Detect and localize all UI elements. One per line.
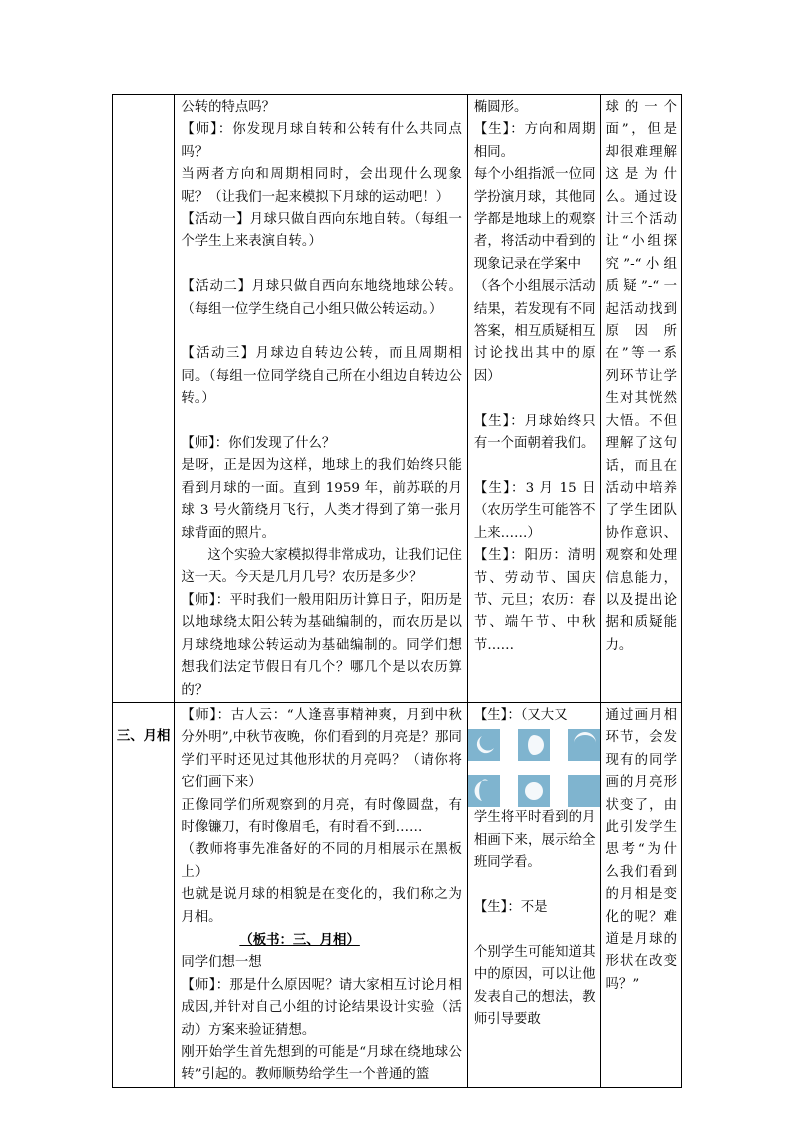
waning-crescent-moon-icon: [568, 729, 600, 761]
new-moon-icon: [568, 775, 600, 807]
text-line: 【生】：阳历：清明节、劳动节、国庆节、元旦；农历：春节、端午节、中秋节……: [473, 548, 596, 653]
text-line: 刚开始学生首先想到的可能是“月球在绕地球公转”引起的。教师顺势给学生一个普通的篮: [181, 1045, 462, 1083]
text-line: 球的一个面”，但是却很难理解这是为什么。通过设计三个活动让“小组探究”-“小组质疑”-“一起活动找到原因所在”等一系列环节让学生对其恍然大悟。不但理解了这句话，而且在活动中培养了学生团队协作意识、观察和处理信息能力，以及提出论据和质疑能力。: [605, 100, 677, 653]
text-line: 公转的特点吗？: [181, 100, 276, 115]
board-note: （板书：三、月相）: [239, 931, 360, 948]
student-activity-cell: [467, 702, 600, 1087]
text-line: 通过画月相环节，会发现有的同学画的月亮形状变了，由此引发学生思考“为什么我们看到的月相是变化的呢？难道是月球的形状在改变吗？”: [605, 707, 677, 992]
text-line: 【师】：你发现月球自转和公转有什么共同点吗？: [181, 122, 462, 160]
text-line: 【师】：古人云：“人逢喜事精神爽，月到中秋分外明”,中秋节夜晚，你们看到的月亮是？那同学们平时还见过其他形状的月亮吗？（请你将它们画下来）: [181, 707, 462, 791]
table-row: [113, 702, 682, 1087]
text-line: 【生】：3 月 15 日（农历学生可能答不上来……）: [473, 480, 596, 541]
blank-line: [474, 875, 596, 897]
waxing-gibbous-moon-icon: [518, 729, 550, 761]
board-line: [181, 929, 462, 952]
text-line: 同学们想一想: [181, 955, 262, 971]
moon-phase-images: [474, 729, 596, 807]
text-line: 【活动二】月球只做自西向东地绕地球公转。（每组一位学生绕自己小组只做公转运动。）: [181, 279, 462, 317]
teacher-activity-cell: [175, 95, 468, 703]
text-line: 【生】：不是: [473, 899, 548, 915]
teacher-activity-cell: [175, 702, 468, 1087]
student-activity-cell: [467, 95, 600, 703]
text-line: 学生将平时看到的月相画下来，展示给全班同学看。: [473, 810, 596, 871]
text-line: 正像同学们所观察到的月亮，有时像圆盘，有时像镰刀，有时像眉毛，有时看不到……: [181, 797, 462, 835]
blank-line: [474, 388, 596, 410]
text-line: 每个小组指派一位同学扮演月球，其他同学都是地球上的观察者，将活动中看到的现象记录在学案中: [473, 167, 596, 272]
table-row: [113, 95, 682, 703]
text-line: 【师】：你们发现了什么？: [181, 436, 336, 452]
blank-line: [474, 455, 596, 477]
text-line: 【生】：方向和周期相同。: [473, 122, 596, 160]
blank-line: [474, 919, 596, 941]
text-line: 这个实验大家模拟得非常成功，让我们记住这一天。今天是几月几号？农历是多少？: [181, 548, 462, 586]
text-line: 是呀，正是因为这样，地球上的我们始终只能看到月球的一面。直到 1959 年，前苏联的月球 3 号火箭绕月飞行，人类才得到了第一张月球背面的照片。: [181, 458, 462, 541]
text-line: 也就是说月球的相貌是在变化的，我们称之为月相。: [181, 887, 462, 925]
text-line: （各个小组展示活动结果，若发现有不同答案，相互质疑相互讨论找出其中的原因）: [473, 279, 596, 384]
text-line: 【师】：那是什么原因呢？请大家相互讨论月相成因,并针对自己小组的讨论结果设计实验（活动）方案来验证猜想。: [181, 977, 462, 1038]
text-line: 当两者方向和周期相同时，会出现什么现象呢？（让我们一起来模拟下月球的运动吧！）: [181, 167, 462, 205]
text-line: 【师】：平时我们一般用阳历计算日子，阳历是以地球绕太阳公转为基础编制的，而农历是以月球绕地球公转运动为基础编制的。同学们想想我们法定节假日有几个？哪几个是以农历算的？: [181, 592, 462, 698]
blank-line: [181, 321, 462, 343]
waning-gibbous-moon-icon: [468, 775, 500, 807]
design-intent-cell: [600, 95, 681, 703]
text-line: 【生】：月球始终只有一个面朝着我们。: [473, 413, 596, 452]
blank-line: [181, 254, 462, 276]
section-cell-empty: [113, 95, 175, 703]
text-line: （教师将事先准备好的不同的月相展示在黑板上）: [181, 842, 462, 880]
lesson-plan-table: [112, 94, 682, 1088]
waxing-crescent-moon-icon: [468, 729, 500, 761]
text-line: 椭圆形。: [473, 100, 528, 115]
text-line: 【活动一】月球只做自西向东地自转。（每组一个学生上来表演自转。）: [181, 212, 462, 250]
text-line: 【生】：（又大又: [473, 707, 568, 723]
section-title-cell: [113, 702, 175, 1087]
full-moon-icon: [518, 775, 550, 807]
design-intent-cell: [600, 702, 681, 1087]
section-title: 三、月相: [116, 727, 171, 744]
text-line: 个别学生可能知道其中的原因，可以让他发表自己的想法，教师引导要敢: [473, 944, 596, 1027]
text-line: 【活动三】月球边自转边公转，而且周期相同。（每组一位同学绕自己所在小组边自转边公转。）: [181, 346, 462, 407]
blank-line: [181, 411, 462, 433]
